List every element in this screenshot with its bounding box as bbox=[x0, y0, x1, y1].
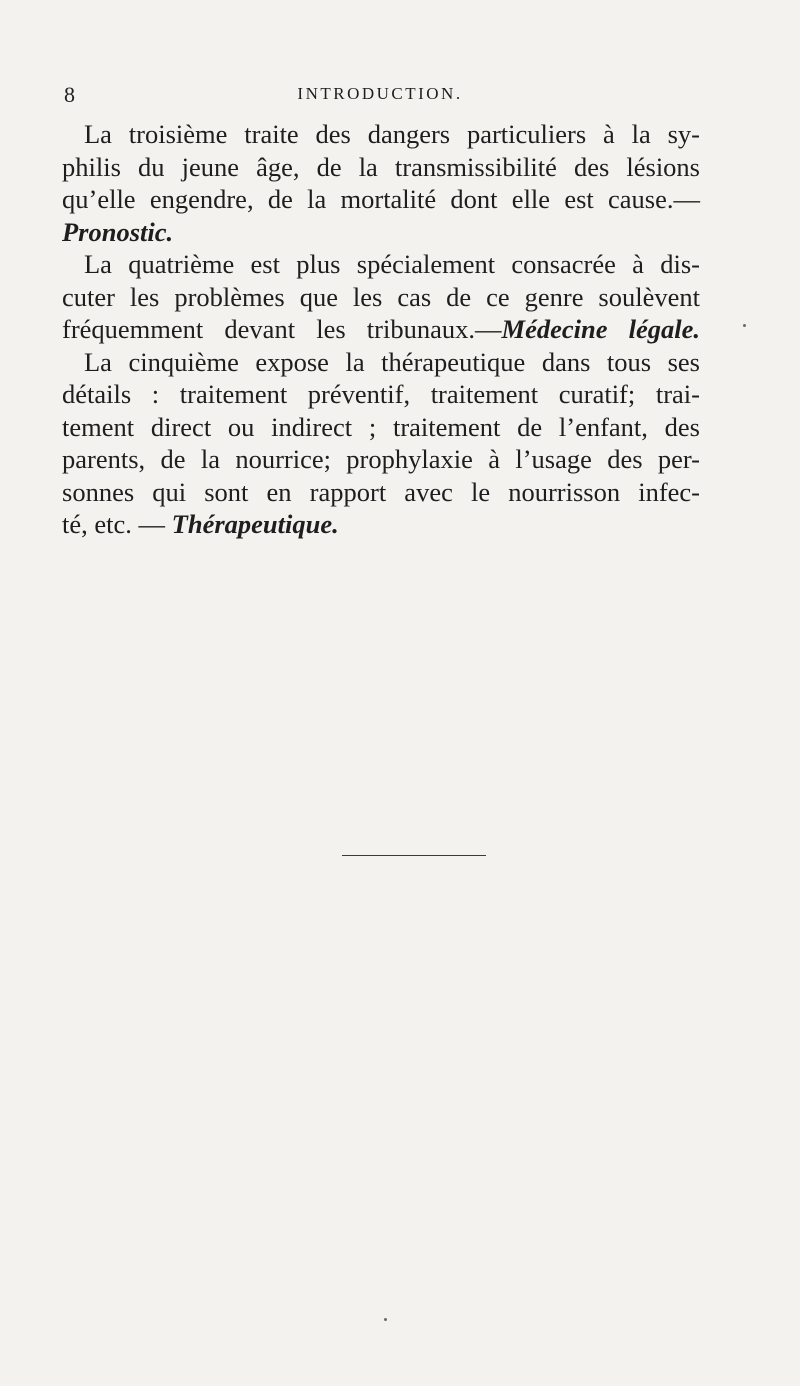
paragraph-3-line-1: La cinquième expose la thérapeutique dans tous ses bbox=[84, 346, 700, 377]
paragraph-2-line-1: La quatrième est plus spécialement consacrée à dis- bbox=[84, 249, 700, 279]
body-text bbox=[62, 118, 700, 541]
section-title-medecine-legale: Médecine légale. bbox=[501, 314, 700, 344]
paragraph-2-line-2: cuter les problèmes que les cas de ce genre soulèvent bbox=[62, 281, 700, 312]
paragraph-1-line-1: La troisième traite des dangers particuliers à la sy- bbox=[84, 119, 700, 149]
paragraph-2-line-3-text: fréquemment devant les tribunaux.— bbox=[62, 314, 502, 344]
paragraph-1-line-2: philis du jeune âge, de la transmissibilité des lésions bbox=[62, 151, 700, 182]
bottom-speck bbox=[384, 1318, 387, 1321]
paragraph-1-line-4 bbox=[62, 216, 700, 249]
paragraph-3-line-5: sonnes qui sont en rapport avec le nourrisson infec- bbox=[62, 476, 700, 507]
page-header bbox=[60, 82, 700, 112]
paragraph-3-line-4: parents, de la nourrice; prophylaxie à l’usage des per- bbox=[62, 444, 700, 474]
paragraph-2-line-3 bbox=[62, 313, 700, 346]
paragraph-1-line-3: qu’elle engendre, de la mortalité dont elle est cause.— bbox=[62, 184, 700, 214]
margin-speck bbox=[743, 324, 746, 327]
paragraph-3-line-3: tement direct ou indirect ; traitement de l’enfant, des bbox=[62, 411, 700, 442]
section-title-pronostic: Pronostic. bbox=[62, 216, 174, 247]
running-head: INTRODUCTION. bbox=[297, 84, 463, 103]
section-title-therapeutique: Thérapeutique. bbox=[171, 509, 339, 539]
paragraph-3-line-6 bbox=[62, 508, 700, 541]
paragraph-3-line-6-text: té, etc. — bbox=[62, 509, 172, 539]
end-rule bbox=[342, 855, 486, 856]
page-number: 8 bbox=[64, 82, 76, 107]
paragraph-3-line-2: détails : traitement préventif, traitement curatif; trai- bbox=[62, 379, 700, 409]
